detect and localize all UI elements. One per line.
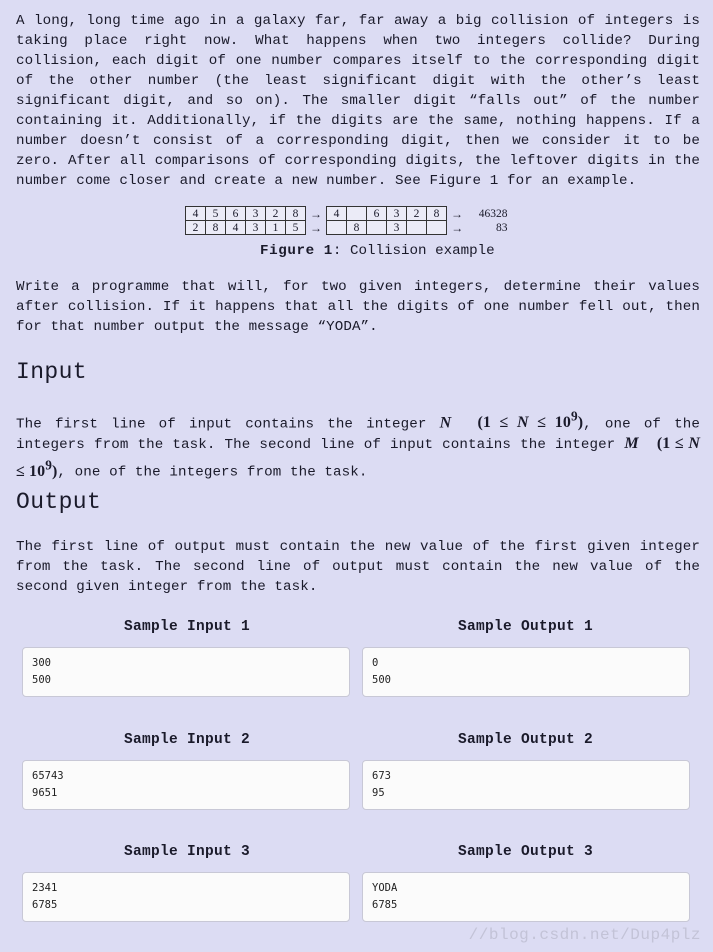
input-text-1: The first line of input contains the integer	[16, 416, 440, 433]
figure-caption-text: : Collision example	[332, 243, 495, 259]
figure-row-2	[186, 221, 509, 235]
digit-cell: 6	[367, 207, 387, 221]
result-1: 46328	[478, 207, 508, 220]
digit-cell: 2	[186, 221, 206, 235]
intro-paragraph: A long, long time ago in a galaxy far, far away a big collision of integers is taking place right now. What happens when two integers collide? During collision, each digit of one number compares itself to the corresponding digit of the other number (the least significant digit with the other’s least significant digit, and so on). The smaller digit “falls out” of the number containing it. Additionally, if the digits are the same, nothing happens. If a number doesn’t consist of a corresponding digit, then we consider it to be zero. After all comparisons of corresponding digits, the leftover digits in the number come closer and create a new number. See Figure 1 for an example.	[16, 13, 700, 189]
digit-cell: 3	[246, 207, 266, 221]
math-var-n: N	[439, 414, 452, 432]
sample-line: 300	[32, 657, 51, 669]
digit-cell	[407, 221, 427, 235]
input-paragraph	[16, 407, 700, 483]
sample-line: 6785	[32, 899, 58, 911]
digit-cell: 3	[387, 221, 407, 235]
sample-line: 9651	[32, 787, 58, 799]
sample-input-3-title: Sample Input 3	[124, 844, 251, 860]
constraint-n: $(1 \le N \le 10^9)$	[477, 409, 584, 432]
sample-line: 673	[372, 770, 391, 782]
arrow-icon: →	[451, 206, 463, 221]
collision-figure	[185, 206, 565, 235]
digit-cell: 4	[226, 221, 246, 235]
sample-line: 65743	[32, 770, 64, 782]
figure-caption-label: Figure 1	[260, 243, 333, 259]
digit-cell	[427, 221, 447, 235]
constraint-m: $(1 \le N \le 10^9)$	[16, 435, 701, 480]
figure-row-1	[186, 207, 509, 221]
sample-line: YODA	[372, 882, 398, 894]
result-2: 83	[496, 221, 508, 234]
digit-cell: 4	[327, 207, 347, 221]
input-text-3: , one of the integers from the task.	[57, 464, 368, 481]
sample-line: 2341	[32, 882, 58, 894]
sample-input-3-box[interactable]	[22, 872, 350, 922]
digit-cell: 1	[266, 221, 286, 235]
digit-cell	[327, 221, 347, 235]
digit-cell	[347, 207, 367, 221]
sample-output-2-title: Sample Output 2	[458, 732, 594, 748]
watermark: //blog.csdn.net/Dup4plz	[468, 926, 701, 944]
digit-cell: 5	[286, 221, 306, 235]
figure-caption	[260, 242, 495, 259]
digit-cell: 3	[246, 221, 266, 235]
sample-line: 95	[372, 787, 385, 799]
digit-cell: 2	[266, 207, 286, 221]
digit-cell	[367, 221, 387, 235]
sample-output-1-box[interactable]	[362, 647, 690, 697]
input-text-2: , one of the integers from the task. The second line of input contains the integer	[16, 416, 700, 454]
sample-output-3-title: Sample Output 3	[458, 844, 594, 860]
collision-diagram	[185, 206, 509, 235]
digit-cell: 3	[387, 207, 407, 221]
sample-input-1-box[interactable]	[22, 647, 350, 697]
digit-cell: 8	[206, 221, 226, 235]
input-heading: Input	[16, 359, 88, 385]
arrow-icon: →	[310, 220, 322, 235]
output-paragraph: The first line of output must contain the new value of the first given integer from the task. The second line of output must contain the new value of the second given integer from the task.	[16, 539, 700, 595]
sample-output-3-box[interactable]	[362, 872, 690, 922]
digit-cell: 8	[427, 207, 447, 221]
digit-cell: 5	[206, 207, 226, 221]
sample-output-1-title: Sample Output 1	[458, 619, 594, 635]
digit-cell: 2	[407, 207, 427, 221]
digit-cell: 8	[347, 221, 367, 235]
math-var-m: M	[624, 435, 639, 453]
sample-line: 0	[372, 657, 379, 669]
sample-line: 500	[372, 674, 391, 686]
digit-cell: 8	[286, 207, 306, 221]
sample-output-2-box[interactable]	[362, 760, 690, 810]
sample-input-2-title: Sample Input 2	[124, 732, 251, 748]
sample-line: 500	[32, 674, 51, 686]
arrow-icon: →	[451, 220, 464, 235]
sample-input-1-title: Sample Input 1	[124, 619, 251, 635]
sample-input-2-box[interactable]	[22, 760, 350, 810]
digit-cell: 6	[226, 207, 246, 221]
output-heading: Output	[16, 489, 102, 515]
digit-cell: 4	[186, 207, 206, 221]
sample-line: 6785	[372, 899, 398, 911]
arrow-icon: →	[310, 206, 322, 221]
task-paragraph: Write a programme that will, for two given integers, determine their values after collision. If it happens that all the digits of one number fell out, then for that number output the message “YODA”.	[16, 279, 700, 335]
